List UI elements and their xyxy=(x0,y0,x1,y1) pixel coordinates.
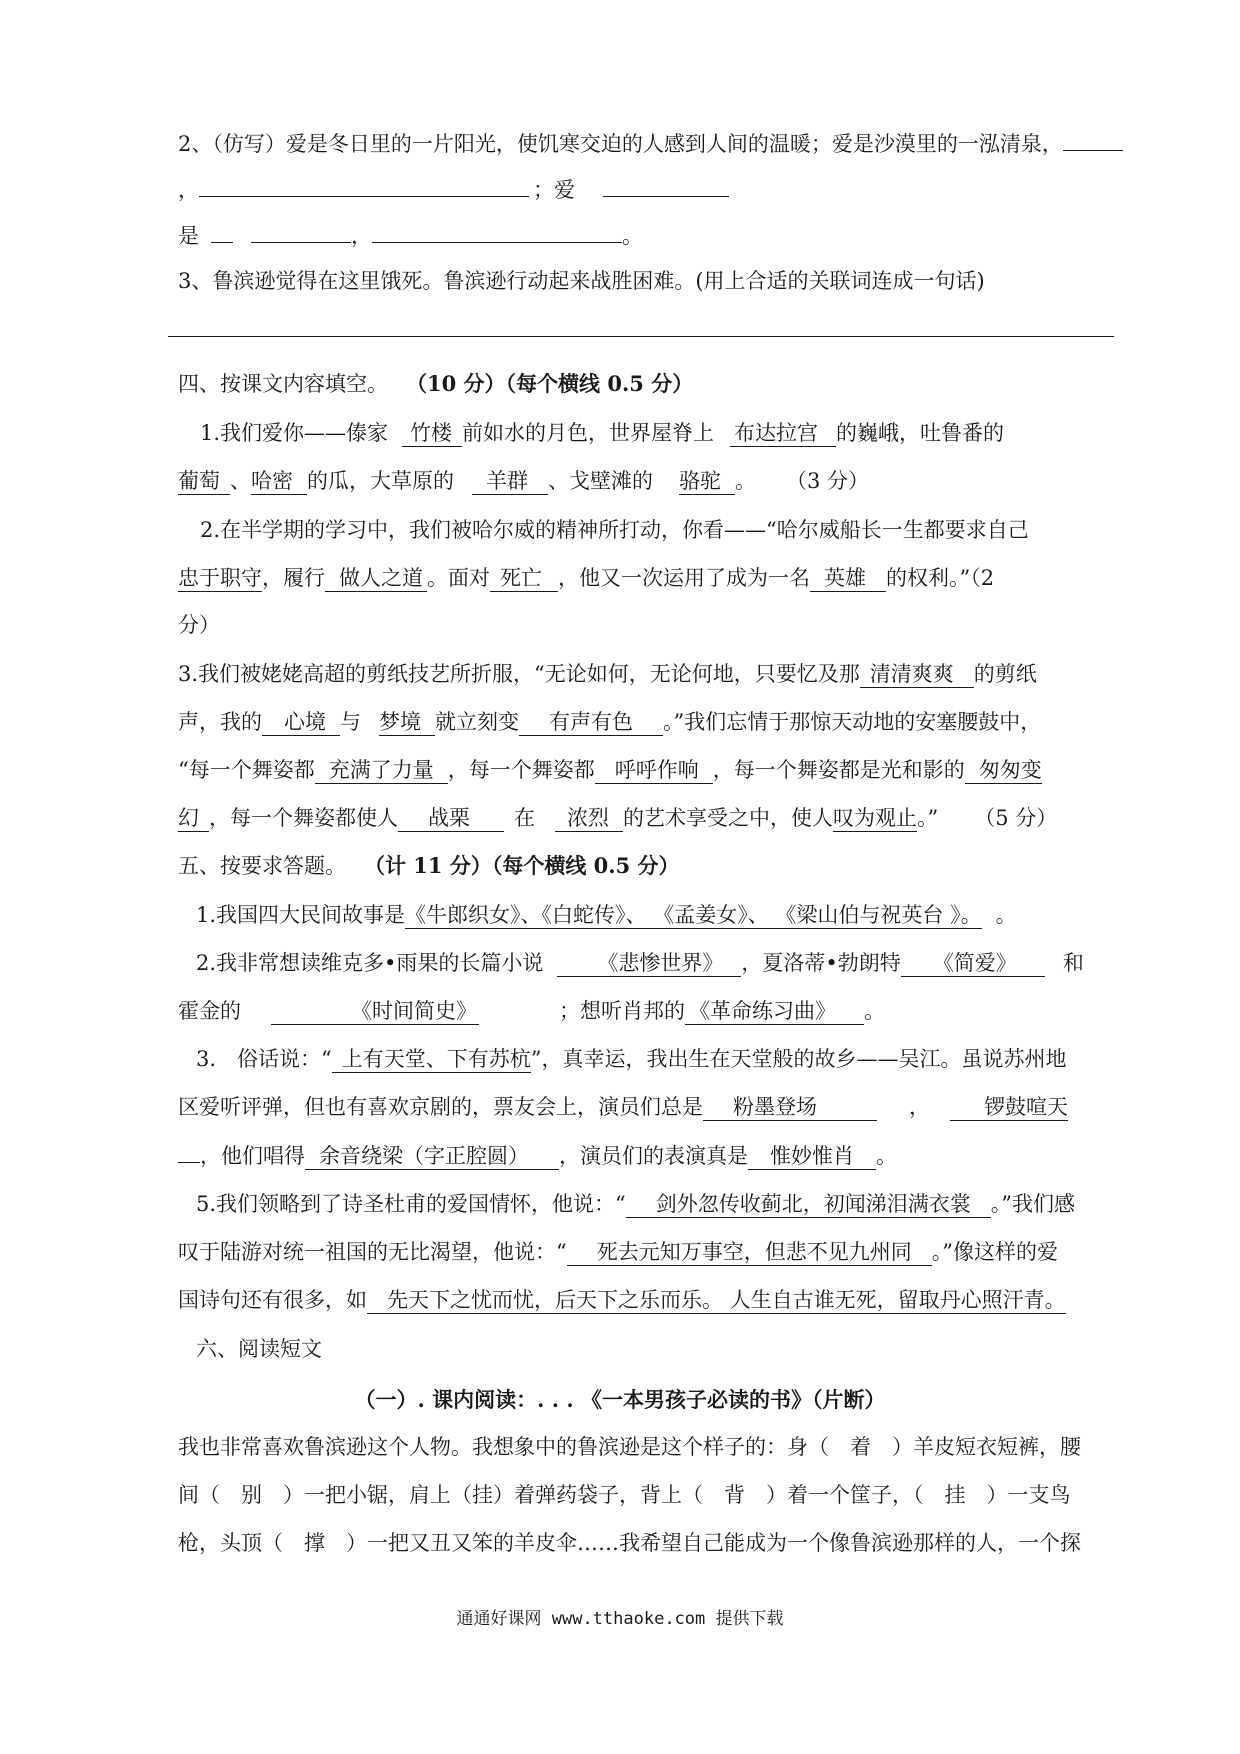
answer-huhuzuoxiang: 呼呼作响 xyxy=(595,757,713,784)
s4-p1-text: 、戈壁滩的 xyxy=(548,469,653,493)
s4-p2-text: 的权利。”（2 xyxy=(886,566,995,590)
s5-q5-line1 xyxy=(196,1189,1136,1219)
s4-p3-line1 xyxy=(178,659,1118,689)
s5-q5-line3 xyxy=(178,1285,1118,1315)
answer-luyou-poem: 死去元知万事空，但悲不见九州同 xyxy=(567,1239,932,1266)
s4-p2-text: 2.在半学期的学习中，我们被哈尔威的精神所打动，你看——“哈尔威船长一生都要求自己 xyxy=(200,518,1029,542)
answer-fenmodengchang: 粉墨登场 xyxy=(703,1094,877,1121)
s5-q3-text: 3. 俗话说：“ xyxy=(196,1047,332,1071)
answer-jianai: 《简爱》 xyxy=(901,950,1045,977)
answer-dufu-poem: 剑外忽传收蓟北，初闻涕泪满衣裳 xyxy=(626,1191,991,1218)
s5-q3-text: ”，真幸运，我出生在天堂般的故乡——吴江。虽说苏州地 xyxy=(530,1047,1067,1071)
answer-tanweiguanzhi: 叹为观止 xyxy=(833,806,917,830)
answer-zuorenzhidao: 做人之道 xyxy=(325,565,427,592)
s5-q2-line2 xyxy=(178,996,1118,1026)
answer-nonglie: 浓烈 xyxy=(555,805,623,832)
s5-q5-line2 xyxy=(178,1237,1118,1267)
answer-luotuo: 骆驼 xyxy=(679,468,735,495)
s4-p3-text: ，每一个舞姿都是光和影的 xyxy=(712,758,965,782)
s5-q2-text: 2.我非常想读维克多•雨果的长篇小说 xyxy=(196,951,544,975)
s6-para-line1: 我也非常喜欢鲁滨逊这个人物。我想象中的鲁滨逊是这个样子的：身（ 着 ）羊皮短衣短裤，腰 xyxy=(178,1435,1081,1459)
s5-q3-line1 xyxy=(196,1044,1136,1074)
s5-q2-text: 霍金的 xyxy=(178,999,241,1023)
s5-q3-text: 区爱听评弹，但也有喜欢京剧的，票友会上，演员们总是 xyxy=(178,1095,703,1119)
s4-p3-text: ，每一个舞姿都使人 xyxy=(209,806,398,830)
s6-subtitle: （一）. 课内阅读：. . . 《一本男孩子必读的书》（片断） xyxy=(354,1387,886,1412)
answer-huan: 幻 xyxy=(178,805,209,832)
s4-p2-line2 xyxy=(178,563,1118,593)
answer-mengjing: 梦境 xyxy=(379,709,435,736)
s4-p1-text: 的巍峨，吐鲁番的 xyxy=(836,421,1005,445)
s6-title: 六、阅读短文 xyxy=(196,1337,322,1361)
answer-yangqun: 羊群 xyxy=(472,468,548,495)
answer-zhongyuzhishou: 忠于职守 xyxy=(178,566,262,590)
q3-line xyxy=(178,266,1118,296)
answer-luoguxuantian: 锣鼓喧天 xyxy=(950,1094,1068,1121)
s5-q2-text: ；想听肖邦的 xyxy=(559,999,685,1023)
q2-semicolon: ； xyxy=(533,178,554,202)
answer-yuyinraoliang: 余音绕梁（字正腔圆） xyxy=(305,1143,559,1170)
answer-zhanli: 战栗 xyxy=(398,805,504,832)
answer-blank[interactable] xyxy=(211,220,233,243)
s5-q1-text: 1.我国四大民间故事是 xyxy=(196,903,406,927)
s5-q1-line xyxy=(196,900,1136,930)
s4-p3-text: ，每一个舞姿都 xyxy=(447,758,595,782)
s4-p1-text: 、 xyxy=(230,469,251,493)
s5-q2-text: ，夏洛蒂•勃朗特 xyxy=(741,951,901,975)
answer-more-poems: 先天下之忧而忧，后天下之乐而乐。 人生自古谁无死，留取丹心照汗青。 xyxy=(367,1287,1066,1314)
s4-p2-line1 xyxy=(200,515,1140,545)
answer-blank[interactable] xyxy=(1063,128,1123,151)
s5-q5-text: 国诗句还有很多，如 xyxy=(178,1288,367,1312)
s4-p2-text: ，他又一次运用了成为一名 xyxy=(558,566,810,590)
answer-blank[interactable] xyxy=(178,1140,200,1163)
s5-q2-line1 xyxy=(196,948,1136,978)
q2-line1 xyxy=(178,128,1118,159)
s4-title: 四、按课文内容填空。 xyxy=(178,372,388,396)
answer-blank[interactable] xyxy=(251,220,351,243)
answer-blank[interactable] xyxy=(199,174,529,197)
s4-p2-line3 xyxy=(178,610,1118,640)
q2-period: 。 xyxy=(622,224,643,248)
points: 分） xyxy=(178,613,220,637)
s4-p1-text: 。 xyxy=(735,469,756,493)
s4-p2-text: 。面对 xyxy=(427,566,490,590)
answer-gemingliangxiqu: 《革命练习曲》 xyxy=(685,998,864,1025)
s4-p2-text: ，履行 xyxy=(262,566,325,590)
answer-congcongbian: 匆匆变 xyxy=(965,757,1042,784)
answer-yingxiong: 英雄 xyxy=(810,565,886,592)
q2-line2 xyxy=(178,174,1118,205)
s4-p1-text: 的瓜，大草原的 xyxy=(307,469,454,493)
q2-shi: 是 xyxy=(178,224,199,248)
s5-q5-text: 5.我们领略到了诗圣杜甫的爱国情怀，他说：“ xyxy=(196,1192,626,1216)
s4-p3-text: 与 xyxy=(340,710,361,734)
s5-q2-text: 。 xyxy=(864,999,885,1023)
s6-para-line2: 间（ 别 ）一把小锯，肩上（挂）着弹药袋子，背上（ 背 ）着一个筐子，（ 挂 ）一支鸟 xyxy=(178,1483,1071,1507)
s4-p1-line1 xyxy=(200,418,1140,448)
s4-p3-line2 xyxy=(178,707,1118,737)
answer-putao: 葡萄 xyxy=(178,468,230,495)
q2-comma2: ， xyxy=(351,224,372,248)
q2-comma: ， xyxy=(178,178,199,202)
s4-p3-text: 的剪纸 xyxy=(973,662,1037,686)
footer-source: 通通好课网 www.tthaoke.com 提供下载 xyxy=(456,1609,784,1629)
s5-title-line xyxy=(178,851,1118,881)
s6-title-line xyxy=(196,1334,1136,1364)
s5-q3-line2 xyxy=(178,1092,1118,1122)
s4-p1-text: 前如水的月色，世界屋脊上 xyxy=(462,421,715,445)
s5-q2-text: 和 xyxy=(1062,951,1084,975)
s5-q3-text: ，他们唱得 xyxy=(200,1144,305,1168)
q3-text: 3、鲁滨逊觉得在这里饿死。鲁滨逊行动起来战胜困难。(用上合适的关联词连成一句话) xyxy=(178,269,985,293)
s5-q5-text: 。”我们感 xyxy=(990,1192,1076,1216)
q2-ai: 爱 xyxy=(554,178,575,202)
s6-para-line3: 枪，头顶（ 撑 ）一把又丑又笨的羊皮伞……我希望自己能成为一个像鲁滨逊那样的人，一个探 xyxy=(178,1531,1081,1555)
s5-score: （计 11 分）（每个横线 0.5 分） xyxy=(364,853,680,878)
s5-q3-text: 。 xyxy=(876,1144,897,1168)
s4-p3-text: 在 xyxy=(514,806,535,830)
q2-line3 xyxy=(178,220,1118,251)
answer-budalagong: 布达拉宫 xyxy=(730,420,836,447)
answer-beicanshijie: 《悲惨世界》 xyxy=(557,950,741,977)
s4-p1-line2 xyxy=(178,466,1118,496)
s4-p3-text: 声，我的 xyxy=(178,710,262,734)
answer-four-tales: 《牛郎织女》、《白蛇传》、 《孟姜女》、 《梁山伯与祝英台 》。 xyxy=(405,903,982,927)
s4-p3-text: 就立刻变 xyxy=(435,710,519,734)
answer-zhulou: 竹楼 xyxy=(402,420,462,447)
s4-title-line xyxy=(178,369,1118,399)
answer-xinjing: 心境 xyxy=(262,709,340,736)
s5-q3-text: ， xyxy=(909,1095,930,1119)
s4-p3-text: “每一个舞姿都 xyxy=(178,758,315,782)
s4-p3-line3 xyxy=(178,755,1118,785)
q2-text: 2、（仿写）爱是冬日里的一片阳光，使饥寒交迫的人感到人间的温暖；爱是沙漠里的一泓清泉， xyxy=(178,132,1063,156)
s4-p3-text: 。” xyxy=(917,806,939,830)
answer-blank[interactable] xyxy=(603,174,729,197)
s4-score: （10 分）（每个横线 0.5 分） xyxy=(406,371,694,396)
s5-q3-line3 xyxy=(178,1140,1118,1171)
s4-p3-text: 的艺术享受之中，使人 xyxy=(623,806,833,830)
answer-shijianjianshi: 《时间简史》 xyxy=(271,998,479,1025)
s5-title: 五、按要求答题。 xyxy=(178,854,346,878)
answer-weimiaoweixiao: 惟妙惟肖 xyxy=(748,1143,876,1170)
points: （3 分） xyxy=(786,469,870,493)
answer-chongmanlililiang: 充满了力量 xyxy=(315,757,448,784)
answer-siwang: 死亡 xyxy=(490,565,558,592)
answer-shangyoutiantang: 上有天堂、下有苏杭 xyxy=(332,1046,531,1073)
answer-qingqingshuangshuang: 清清爽爽 xyxy=(860,661,974,688)
points: （5 分） xyxy=(974,806,1058,830)
s5-q3-text: ，演员们的表演真是 xyxy=(559,1144,748,1168)
s4-p3-text: 3.我们被姥姥高超的剪纸技艺所折服，“无论如何，无论何地，只要忆及那 xyxy=(178,662,860,686)
s5-q5-text: 。”像这样的爱 xyxy=(931,1240,1058,1264)
s5-q1-text: 。 xyxy=(995,903,1017,927)
s4-p3-line4 xyxy=(178,803,1118,833)
q3-answer-line[interactable] xyxy=(168,336,1114,337)
s4-p3-text: 。”我们忘情于那惊天动地的安塞腰鼓中， xyxy=(663,710,1042,734)
s4-p1-text: 1.我们爱你——傣家 xyxy=(200,421,389,445)
s5-q5-text: 叹于陆游对统一祖国的无比渴望，他说：“ xyxy=(178,1240,567,1264)
answer-hami: 哈密 xyxy=(251,468,307,495)
answer-youshengyouse: 有声有色 xyxy=(519,709,663,736)
answer-blank[interactable] xyxy=(372,220,622,243)
